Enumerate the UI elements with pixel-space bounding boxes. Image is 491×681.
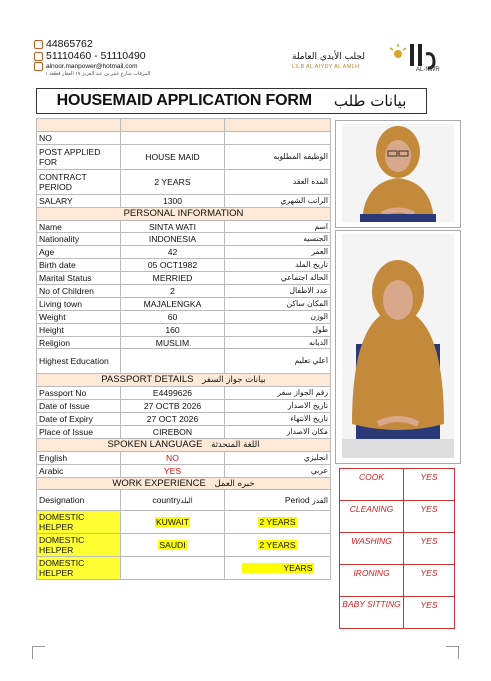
applicant-full-photo — [342, 234, 454, 458]
section-personal: PERSONAL INFORMATION — [37, 207, 331, 220]
email-row — [34, 62, 165, 71]
table-row: BABY SITTING YES — [340, 597, 455, 629]
label-no: NO — [37, 131, 121, 144]
table-row: DOMESTIC HELPER SAUDI 2 YEARS — [37, 534, 331, 557]
table-row — [37, 131, 331, 144]
table-row: Nationality INDONESIA الجنسيه — [37, 233, 331, 246]
corner-mark — [446, 646, 459, 659]
label-contract: CONTRACT PERIOD — [37, 169, 121, 194]
form-title-en: HOUSEMAID APPLICATION FORM — [56, 92, 312, 109]
table-row: No of Children 2 عدد الاطفال — [37, 285, 331, 298]
application-table — [36, 118, 331, 580]
value-post: HOUSE MAID — [121, 144, 225, 169]
skills-table — [339, 468, 455, 629]
table-row: Passport No E4499626 رقم الجواز سفر — [37, 387, 331, 400]
logo-arabic-name: لجلب الأيدي العاملة — [292, 52, 365, 62]
label-salary: SALARY — [37, 194, 121, 207]
table-row: Arabic YES عربي — [37, 464, 331, 477]
table-row: Designation countryالبلد Period الفدر — [37, 490, 331, 511]
company-logo — [292, 40, 452, 76]
contact-block — [34, 38, 165, 77]
phone-row-1 — [34, 38, 165, 50]
table-row: Living town MAJALENGKA المكان ساكن — [37, 297, 331, 310]
table-row — [37, 119, 331, 132]
table-row: Birth date 05 OCT1982 تاريخ الملد — [37, 259, 331, 272]
form-title-ar: بيانات طلب — [333, 92, 407, 110]
table-row: Highest Education اعلي تعليم — [37, 349, 331, 374]
table-row: Name SINTA WATI اسم — [37, 220, 331, 233]
value-salary: 1300 — [121, 194, 225, 207]
table-row: Marital Status MERRIED الحاله اجتماعي — [37, 272, 331, 285]
section-language: SPOKEN LANGUAGE اللغة المتحدثة — [37, 438, 331, 451]
table-row: Date of Expiry 27 OCT 2026 تاريخ الانتهاء — [37, 413, 331, 426]
phone-row-2 — [34, 50, 165, 62]
phone-1: 44865762 — [46, 38, 93, 50]
corner-mark — [32, 646, 45, 659]
table-row: Date of Issue 27 OCTB 2026 تاريخ الاصدار — [37, 400, 331, 413]
phone-icon — [34, 52, 43, 61]
table-row: Age 42 العمر — [37, 246, 331, 259]
table-row: CLEANING YES — [340, 501, 455, 533]
form-title — [36, 88, 427, 114]
logo-brand: AL-NWR — [416, 67, 440, 73]
email: alnoor.manpower@hotmail.com — [46, 62, 138, 70]
address: المرقاب شارع عمر بن عبد العزيز ١٧ العقار قطعة ١ — [45, 71, 151, 77]
table-row: COOK YES — [340, 469, 455, 501]
table-row: SALARY 1300 الراتب الشهري — [37, 194, 331, 207]
table-row: Weight 60 الوزن — [37, 310, 331, 323]
logo-english-name: LILB AL AIYDY AL AMLH — [292, 64, 360, 70]
phone-2: 51110460 - 51110490 — [46, 50, 146, 62]
table-row: DOMESTIC HELPER YEARS — [37, 557, 331, 580]
table-row: Height 160 طول — [37, 323, 331, 336]
table-row: IRONING YES — [340, 565, 455, 597]
section-work: WORK EXPERIENCE خبره العمل — [37, 477, 331, 490]
table-row: POST APPLIED FOR HOUSE MAID الوظيفه المطلوبه — [37, 144, 331, 169]
email-icon — [34, 62, 43, 71]
applicant-portrait-photo — [342, 124, 454, 222]
table-row: Place of Issue CIREBON مكان الاصدار — [37, 426, 331, 439]
table-row: Religion MUSLIM الديانه — [37, 336, 331, 349]
phone-icon — [34, 40, 43, 49]
label-post: POST APPLIED FOR — [37, 144, 121, 169]
table-row: CONTRACT PERIOD 2 YEARS المده العقد — [37, 169, 331, 194]
table-row: DOMESTIC HELPER KUWAIT 2 YEARS — [37, 511, 331, 534]
table-row: WASHING YES — [340, 533, 455, 565]
value-contract: 2 YEARS — [121, 169, 225, 194]
section-passport: PASSPORT DETAILS بيانات جواز السفر — [37, 374, 331, 387]
table-row: English NO انجليزي — [37, 451, 331, 464]
